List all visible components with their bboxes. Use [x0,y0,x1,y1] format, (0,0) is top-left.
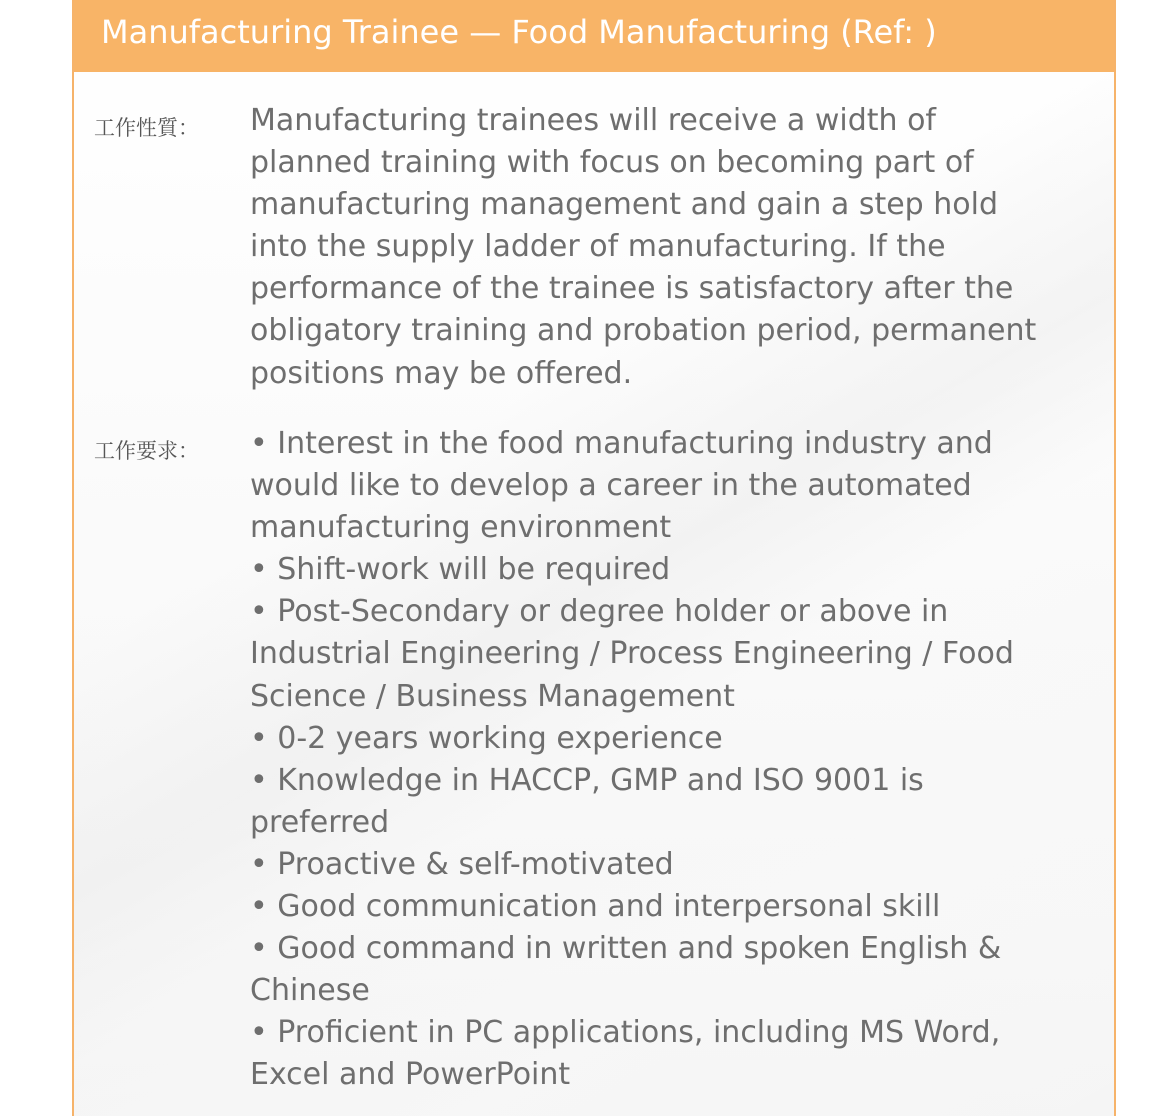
requirement-item [250,886,1100,928]
job-title: Manufacturing Trainee — Food Manufacturing (Ref: ) [101,13,937,51]
requirement-item [250,760,1100,844]
job-requirements-list [250,423,1100,1097]
requirement-item [250,1012,1100,1096]
requirement-item [250,549,1100,591]
requirement-line: Science / Business Management [250,678,735,714]
job-nature-line: positions may be offered. [250,355,633,391]
requirement-item [250,423,1100,549]
requirements-list [250,423,1100,1097]
requirement-line: Chinese [250,973,370,1009]
requirement-line: would like to develop a career in the automated [250,468,972,504]
requirement-line: • Proactive & self-motivated [250,846,674,882]
requirement-line: • Interest in the food manufacturing industry and [250,426,993,461]
requirement-line: • Shift-work will be required [250,552,671,588]
requirement-item [250,928,1100,1012]
requirement-line: • Knowledge in HACCP, GMP and ISO 9001 is [250,762,924,798]
requirement-line: • Good communication and interpersonal skill [250,889,941,925]
requirement-line: manufacturing environment [250,510,672,546]
requirement-line: • Post-Secondary or degree holder or above in [250,594,949,630]
requirement-line: • Proficient in PC applications, including MS Word, [250,1015,1001,1051]
job-nature-line: obligatory training and probation period, permanent [250,313,1037,349]
job-nature-line: performance of the trainee is satisfactory after the [250,271,1014,307]
requirement-line: Industrial Engineering / Process Engineering / Food [250,636,1014,672]
job-nature-label: 工作性質： [94,116,199,140]
requirement-item [250,718,1100,760]
requirement-line: preferred [250,804,390,840]
job-nature-line: into the supply ladder of manufacturing. If the [250,229,946,265]
requirement-item [250,591,1100,717]
requirement-line: • 0-2 years working experience [250,720,723,756]
job-nature-line: planned training with focus on becoming part of [250,145,974,181]
job-nature-line: manufacturing management and gain a step hold [250,187,998,223]
job-nature-text [250,100,1100,395]
job-nature-line: Manufacturing trainees will receive a width of [250,103,936,138]
requirement-line: Excel and PowerPoint [250,1057,571,1093]
job-card [72,0,1116,1116]
job-requirements-label: 工作要求： [94,439,199,463]
job-card-header[interactable] [74,0,1114,72]
requirement-item [250,844,1100,886]
requirement-line: • Good command in written and spoken English & [250,931,1002,967]
